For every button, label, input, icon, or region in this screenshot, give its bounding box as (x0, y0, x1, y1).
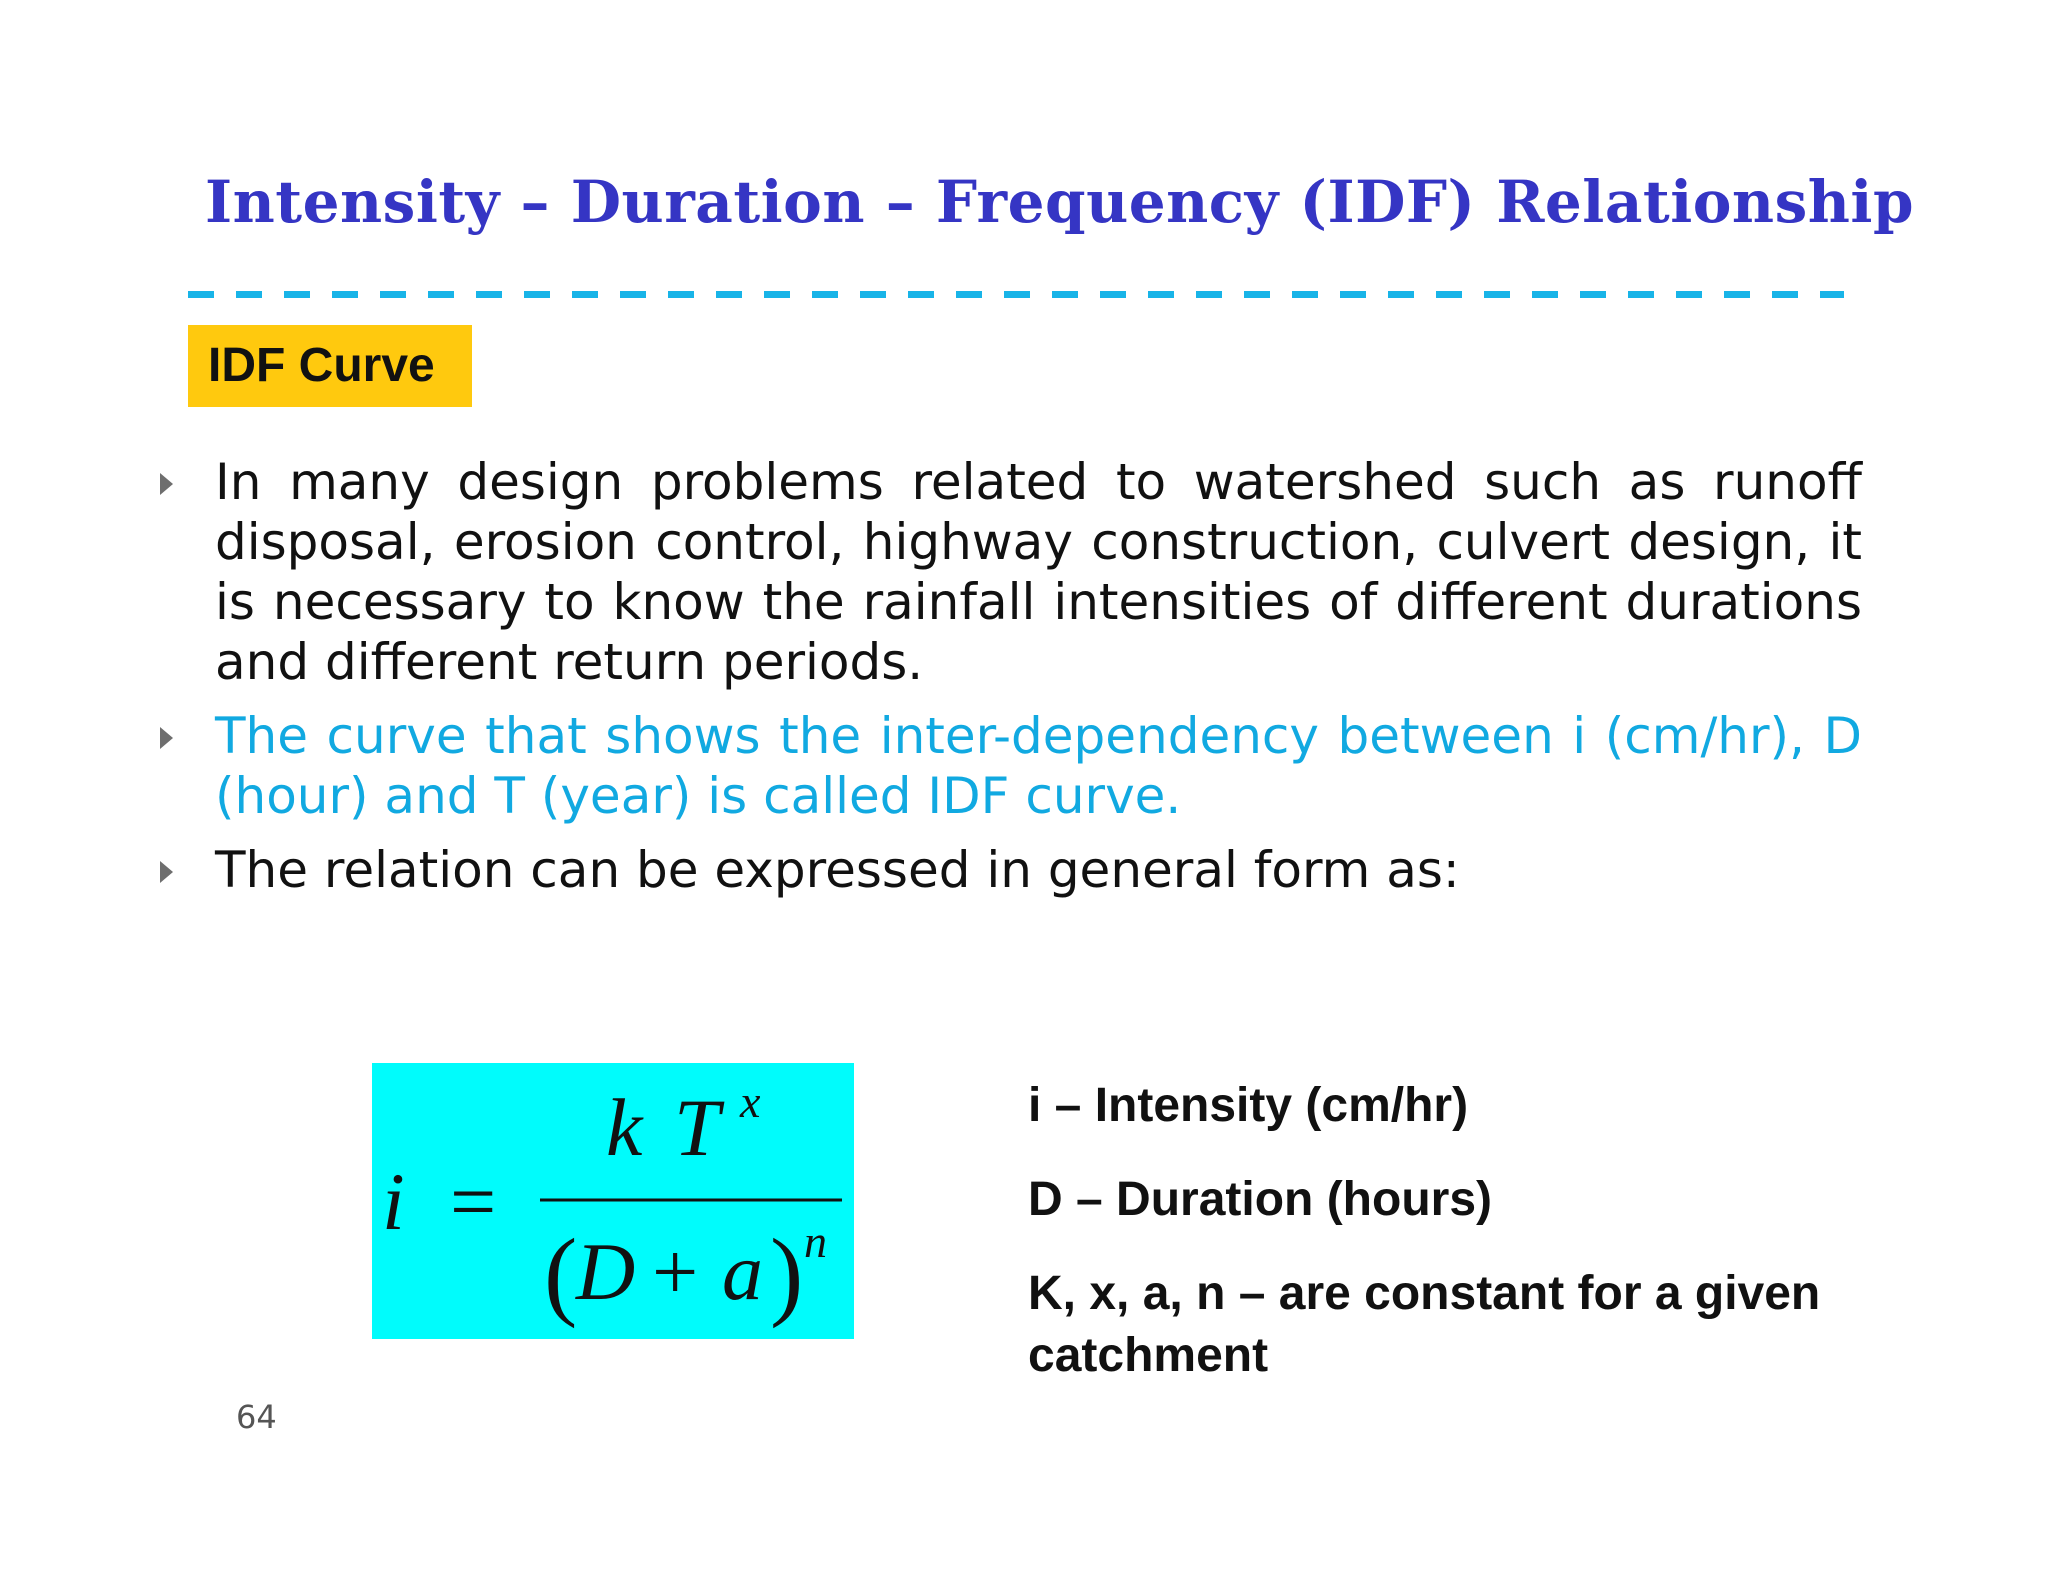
triangle-bullet-icon (160, 861, 173, 883)
formula-lhs: i (382, 1156, 405, 1247)
formula-plus: + (652, 1226, 699, 1317)
idf-formula (372, 1063, 854, 1339)
bullet-text: The relation can be expressed in general form as: (215, 841, 1460, 899)
bullet-item (152, 452, 1862, 692)
formula-k: k (606, 1082, 643, 1173)
formula-box (372, 1063, 854, 1339)
page-number: 64 (236, 1398, 277, 1436)
formula-exponent-n: n (804, 1216, 827, 1267)
bullet-item (152, 706, 1862, 826)
bullet-text: In many design problems related to watershed such as runoff disposal, erosion control, highway construction, culvert design, it is necessary to know the rainfall intensities of different durations and different return periods. (215, 453, 1862, 691)
formula-a: a (722, 1226, 763, 1317)
legend-duration: D – Duration (hours) (1028, 1173, 1492, 1226)
legend-intensity: i – Intensity (cm/hr) (1028, 1079, 1469, 1132)
formula-equals: = (450, 1156, 497, 1247)
formula-T: T (674, 1082, 720, 1173)
legend-constants: K, x, a, n – are constant for a given catchment (1028, 1267, 1821, 1382)
formula-paren-close: ) (770, 1218, 804, 1329)
slide-title: Intensity – Duration – Frequency (IDF) Relationship (205, 168, 1915, 236)
formula-exponent-x: x (740, 1076, 761, 1127)
variable-legend (1028, 1075, 1908, 1419)
dashed-divider (188, 291, 1844, 298)
bullet-list (152, 452, 1862, 914)
triangle-bullet-icon (160, 473, 173, 495)
formula-D: D (576, 1226, 636, 1317)
bullet-text: The curve that shows the inter-dependency between i (cm/hr), D (hour) and T (year) is called IDF curve. (215, 707, 1862, 825)
section-tag: IDF Curve (188, 325, 472, 407)
formula-paren-open: ( (544, 1218, 578, 1329)
triangle-bullet-icon (160, 727, 173, 749)
bullet-item (152, 840, 1862, 900)
